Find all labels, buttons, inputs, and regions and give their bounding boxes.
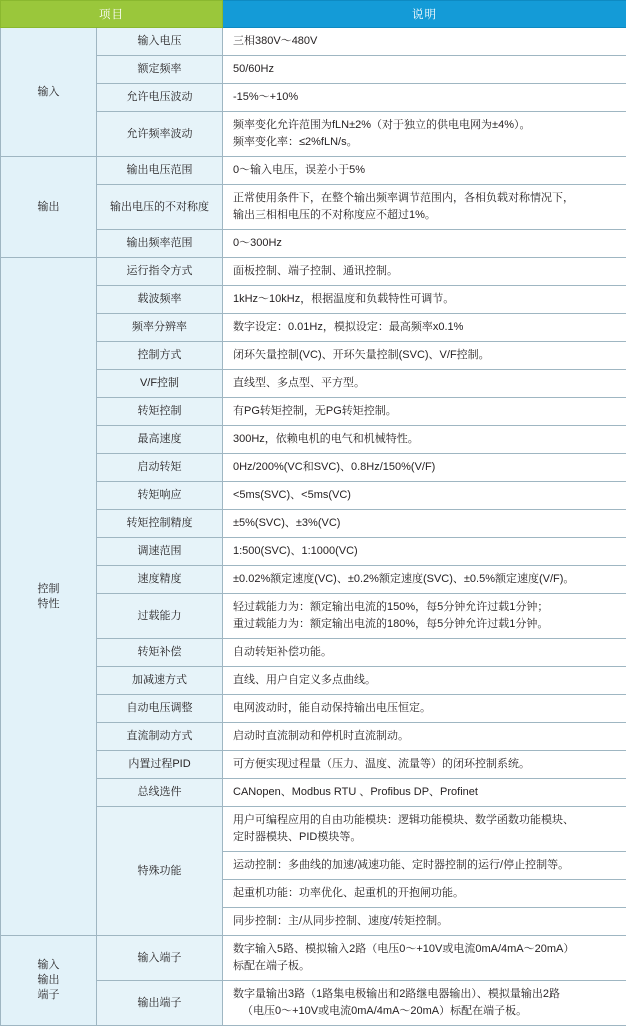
description-text: 正常使用条件下，在整个输出频率调节范围内，各相负载对称情况下， 输出三相相电压的不对称度应不超过1%。 [223, 185, 626, 229]
item-cell [97, 56, 223, 84]
description-text: 可方便实现过程量（压力、温度、流量等）的闭环控制系统。 [223, 751, 626, 778]
item-cell [97, 84, 223, 112]
category-cell [1, 157, 97, 258]
category-label: 控制 特性 [1, 580, 96, 614]
item-label: 允许频率波动 [97, 122, 222, 147]
description-cell [223, 981, 626, 1026]
description-text: 同步控制：主/从同步控制、速度/转矩控制。 [223, 908, 626, 935]
item-cell [97, 566, 223, 594]
item-cell [97, 538, 223, 566]
item-cell [97, 454, 223, 482]
description-cell [223, 230, 626, 258]
item-cell [97, 426, 223, 454]
table-body [1, 28, 626, 1026]
item-label: 速度精度 [97, 567, 222, 592]
item-cell [97, 230, 223, 258]
description-cell [223, 723, 626, 751]
header-cell-description: 说明 [223, 1, 626, 28]
item-cell [97, 723, 223, 751]
description-text: 300Hz，依赖电机的电气和机械特性。 [223, 426, 626, 453]
item-cell [97, 639, 223, 667]
item-label: 转矩控制精度 [97, 511, 222, 536]
item-label: 调速范围 [97, 539, 222, 564]
description-text: 轻过载能力为：额定输出电流的150%，每5分钟允许过载1分钟； 重过载能力为：额定输出电流的180%，每5分钟允许过载1分钟。 [223, 594, 626, 638]
description-cell [223, 426, 626, 454]
item-label: 过载能力 [97, 604, 222, 629]
description-text: 1:500(SVC)、1:1000(VC) [223, 538, 626, 565]
description-text: 0～300Hz [223, 230, 626, 257]
description-text: 直线型、多点型、平方型。 [223, 370, 626, 397]
item-cell [97, 779, 223, 807]
item-label: 加减速方式 [97, 668, 222, 693]
item-label: V/F控制 [97, 371, 222, 396]
description-text: 0Hz/200%(VC和SVC)、0.8Hz/150%(V/F) [223, 454, 626, 481]
table-row [1, 28, 626, 56]
description-cell [223, 807, 626, 852]
description-text: <5ms(SVC)、<5ms(VC) [223, 482, 626, 509]
category-cell [1, 936, 97, 1026]
item-label: 输出电压的不对称度 [97, 195, 222, 220]
item-cell [97, 342, 223, 370]
description-text: 启动时直流制动和停机时直流制动。 [223, 723, 626, 750]
description-cell [223, 695, 626, 723]
category-cell [1, 258, 97, 936]
category-label: 输入 [1, 83, 96, 102]
description-text: 用户可编程应用的自由功能模块：逻辑功能模块、数学函数功能模块、 定时器模块、PID模块等。 [223, 807, 626, 851]
category-label: 输出 [1, 198, 96, 217]
description-cell [223, 28, 626, 56]
item-label: 直流制动方式 [97, 724, 222, 749]
item-label: 输出频率范围 [97, 231, 222, 256]
header-row [1, 1, 626, 28]
description-text: 自动转矩补偿功能。 [223, 639, 626, 666]
description-text: 三相380V～480V [223, 28, 626, 55]
description-text: 面板控制、端子控制、通讯控制。 [223, 258, 626, 285]
item-cell [97, 314, 223, 342]
table-row [1, 258, 626, 286]
item-cell [97, 594, 223, 639]
item-label: 转矩补偿 [97, 640, 222, 665]
description-cell [223, 84, 626, 112]
item-label: 载波频率 [97, 287, 222, 312]
description-text: 数字量输出3路（1路集电极输出和2路继电器输出）、模拟量输出2路 （电压0～+10V或电流0mA/4mA～20mA）标配在端子板。 [223, 981, 626, 1025]
item-cell [97, 981, 223, 1026]
item-label: 输入端子 [97, 946, 222, 971]
item-label: 输出端子 [97, 991, 222, 1016]
item-cell [97, 28, 223, 56]
item-label: 额定频率 [97, 57, 222, 82]
description-cell [223, 370, 626, 398]
item-label: 自动电压调整 [97, 696, 222, 721]
item-label: 最高速度 [97, 427, 222, 452]
item-label: 输出电压范围 [97, 158, 222, 183]
table-header [1, 1, 626, 28]
item-label: 输入电压 [97, 29, 222, 54]
description-text: 运动控制：多曲线的加速/减速功能、定时器控制的运行/停止控制等。 [223, 852, 626, 879]
description-cell [223, 286, 626, 314]
description-text: 50/60Hz [223, 56, 626, 83]
description-cell [223, 908, 626, 936]
description-cell [223, 56, 626, 84]
item-cell [97, 695, 223, 723]
item-label: 启动转矩 [97, 455, 222, 480]
item-cell [97, 510, 223, 538]
item-cell [97, 286, 223, 314]
category-label: 输入 输出 端子 [1, 956, 96, 1005]
description-text: 闭环矢量控制(VC)、开环矢量控制(SVC)、V/F控制。 [223, 342, 626, 369]
description-cell [223, 594, 626, 639]
description-text: 直线、用户自定义多点曲线。 [223, 667, 626, 694]
item-label: 允许电压波动 [97, 85, 222, 110]
item-label: 转矩响应 [97, 483, 222, 508]
description-cell [223, 398, 626, 426]
item-cell [97, 667, 223, 695]
description-text: 频率变化允许范围为fLN±2%（对于独立的供电电网为±4%）。 频率变化率：≤2%fLN/s。 [223, 112, 626, 156]
item-label: 转矩控制 [97, 399, 222, 424]
table-row [1, 157, 626, 185]
description-cell [223, 667, 626, 695]
description-cell [223, 342, 626, 370]
description-text: 起重机功能：功率优化、起重机的开抱闸功能。 [223, 880, 626, 907]
item-cell [97, 185, 223, 230]
description-text: CANopen、Modbus RTU 、Profibus DP、Profinet [223, 779, 626, 806]
description-text: ±5%(SVC)、±3%(VC) [223, 510, 626, 537]
item-cell [97, 157, 223, 185]
description-text: 数字输入5路、模拟输入2路（电压0～+10V或电流0mA/4mA～20mA） 标配在端子板。 [223, 936, 626, 980]
item-cell [97, 258, 223, 286]
description-text: 0～输入电压，误差小于5% [223, 157, 626, 184]
table-row [1, 936, 626, 981]
description-cell [223, 482, 626, 510]
item-label: 总线选件 [97, 780, 222, 805]
description-cell [223, 779, 626, 807]
description-cell [223, 112, 626, 157]
description-cell [223, 751, 626, 779]
item-label: 内置过程PID [97, 752, 222, 777]
header-cell-item: 项目 [1, 1, 223, 28]
description-text: 数字设定：0.01Hz，模拟设定：最高频率x0.1% [223, 314, 626, 341]
item-cell [97, 112, 223, 157]
description-text: 有PG转矩控制，无PG转矩控制。 [223, 398, 626, 425]
description-cell [223, 852, 626, 880]
description-cell [223, 314, 626, 342]
description-cell [223, 639, 626, 667]
category-cell [1, 28, 97, 157]
description-cell [223, 157, 626, 185]
item-cell [97, 398, 223, 426]
item-cell [97, 751, 223, 779]
description-cell [223, 258, 626, 286]
item-cell [97, 370, 223, 398]
description-cell [223, 510, 626, 538]
description-cell [223, 566, 626, 594]
description-cell [223, 936, 626, 981]
item-label: 特殊功能 [97, 859, 222, 884]
item-cell [97, 482, 223, 510]
description-cell [223, 454, 626, 482]
item-label: 频率分辨率 [97, 315, 222, 340]
item-label: 控制方式 [97, 343, 222, 368]
description-cell [223, 538, 626, 566]
item-cell [97, 936, 223, 981]
description-cell [223, 880, 626, 908]
item-cell [97, 807, 223, 936]
description-text: -15%～+10% [223, 84, 626, 111]
description-text: ±0.02%额定速度(VC)、±0.2%额定速度(SVC)、±0.5%额定速度(V/F)。 [223, 566, 626, 593]
description-cell [223, 185, 626, 230]
description-text: 电网波动时，能自动保持输出电压恒定。 [223, 695, 626, 722]
item-label: 运行指令方式 [97, 259, 222, 284]
description-text: 1kHz～10kHz，根据温度和负载特性可调节。 [223, 286, 626, 313]
